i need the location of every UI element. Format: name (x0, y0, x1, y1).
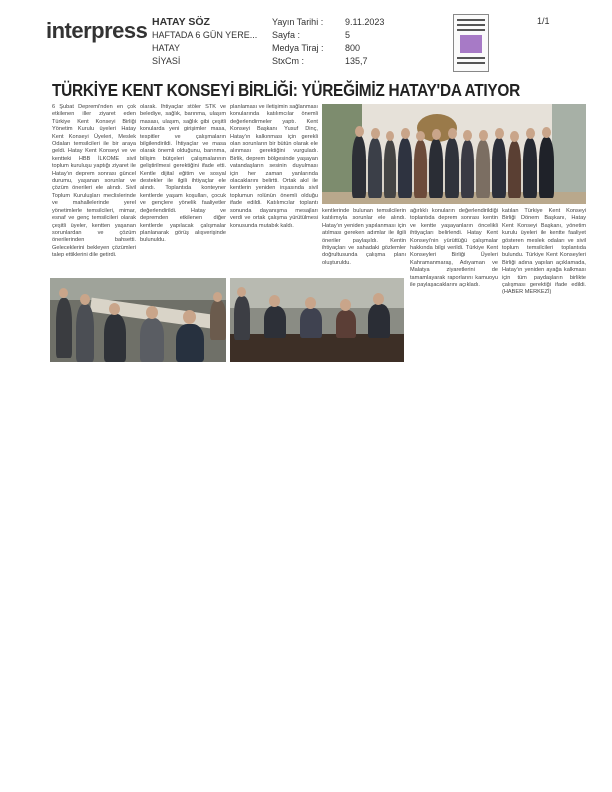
article-column-1: 6 Şubat Depremi'nden en çok etkilenen iller ziyaret eden Türkiye Kent Konseyi Birliği Yönetim Kurulu üyeleri Hatay Kent Konseyi Üyeleri, Meslek Odaları temsilcileri ile bir araya geldi. Hatay Kent Konseyi ve ve kentteki HBB İLKOME sivil toplum kuruluşu yaptığı ziyaret ile Hatay'ın deprem sonrası güncel durumu, yaşanan sorunlar ve çözüm önerileri ele alındı. Sivil Toplum Kuruluşları meclislerinde ve mahallelerinde yerel yönetimlerle temsilcileri, mimar, esnaf ve genç temsilcileri olarak çeşitli üyeler, kentten yaşanan sorunlardan ve çözüm önerilerinden bahsetti. Geleceklerini bekleyen çözümleri talep ettiklerini dile getirdi. (52, 104, 136, 259)
page-thumbnail[interactable] (453, 14, 489, 72)
date-value: 9.11.2023 (345, 17, 385, 27)
meta-labels (272, 16, 324, 68)
publication-info (152, 16, 257, 68)
meta-values (345, 16, 384, 68)
article-column-4: kentlerinde bulunan temsilcilerin katılımıyla sorunlar ele alındı. Hatay'ın yeniden yapılanması için atılması gereken adımlar ile ilgili öneriler paylaşıldı. Kentin ihtiyaçları ve sahadaki gözlemler doğrultusunda çalışma planı oluşturuldu. (322, 208, 406, 266)
stxcm-value: 135,7 (345, 56, 368, 66)
article-column-3: planlaması ve iletişimin sağlanması konularında katılımcılar önemli değerlendirmeler yaptı. Kent Konseyi Başkanı Yusuf Dinç, Hatay'ın kalkınması için gerekli olan sorunların bir bütün olarak ele alınması gerektiğini vurguladı. Birlik, deprem bölgesinde yaşayan vatandaşların sesinin duyulması için her zaman yanlarında olacaklarını belirtti. Ortak akıl ile kentlerin yeniden inşasında sivil toplumun rolünün önemli olduğu ifade edildi. Katılımcılar toplantı sonunda dayanışma mesajları verdi ve ortak çalışma yürütülmesi konusunda mutabık kaldı. (230, 104, 318, 229)
page-label: Sayfa : (272, 30, 301, 40)
meeting-photo-right (230, 278, 404, 362)
article-column-5: ağırlıklı konuların değerlendirildiği toplantıda deprem sonrası kentin ve kentte yaşayanların öncelikli ihtiyaçları belirlendi. Hatay Kent Konseyi'nin yürüttüğü çalışmalar hakkında bilgi verildi. Türkiye Kent Konseyleri Birliği Üyeleri Kahramanmaraş, Adıyaman ve Malatya ziyaretlerini de tamamlayarak raporlarını kamuoyu ile paylaşacaklarını açıkladı. (410, 208, 498, 289)
page-count: 1/1 (537, 16, 550, 26)
meeting-photo-left (50, 278, 226, 362)
publication-name: HATAY SÖZ (152, 16, 210, 28)
publication-category: SİYASİ (152, 56, 181, 66)
interpress-logo: interpress (46, 18, 148, 43)
circulation-value: 800 (345, 43, 361, 53)
article-headline: TÜRKİYE KENT KONSEYİ BİRLİĞİ: YÜREĞİMİZ HATAY'DA ATIYOR (52, 80, 520, 100)
circulation-label: Medya Tiraj : (272, 43, 324, 53)
group-photo (322, 104, 586, 204)
article-column-2: olarak. İhtiyaçlar stöler STK ve belediye, sağlık, barınma, ulaşım masası, ulaşım, sağlık gibi çeşitli konularda yeni girişimler masa, tespitler ve çalışmaların bilgilendirildi. İhtiyaçlar ve masa olarak önemli olduğunu, barınma, bilişim bütçeleri çalışmalarının geliştirilmesi gerektiğini ifade etti. Kentle dijital eğitim ve sosyal destekler ile ilgili ihtiyaçlar ele alındı. Toplantıda konteyner kentlerde yaşam koşulları, çocuk ve gençlere yönelik faaliyetler değerlendirildi. Hatay ve depremden etkilenen diğer kentlerde yapılacak çalışmalar planlanarak görüş alışverişinde bulunuldu. (140, 104, 226, 244)
article-column-6: katılan Türkiye Kent Konseyi Birliği Dönem Başkanı, Hatay Kent Konseyi Başkanı, yönetim kurulu üyeleri ile kentte faaliyet gösteren meslek odaları ve sivil toplum temsilcileri toplantıda bulundu. Türkiye Kent Konseyleri Birliği adına yapılan açıklamada, Hatay'ın yeniden ayağa kalkması için tüm paydaşların birlikte çalışması gerektiği ifade edildi. (HABER MERKEZİ) (502, 208, 586, 296)
publication-headline: HAFTADA 6 GÜN YERE... (152, 30, 258, 40)
page-value: 5 (345, 30, 351, 40)
publication-city: HATAY (152, 43, 181, 53)
stxcm-label: StxCm : (272, 56, 305, 66)
date-label: Yayın Tarihi : (272, 17, 324, 27)
